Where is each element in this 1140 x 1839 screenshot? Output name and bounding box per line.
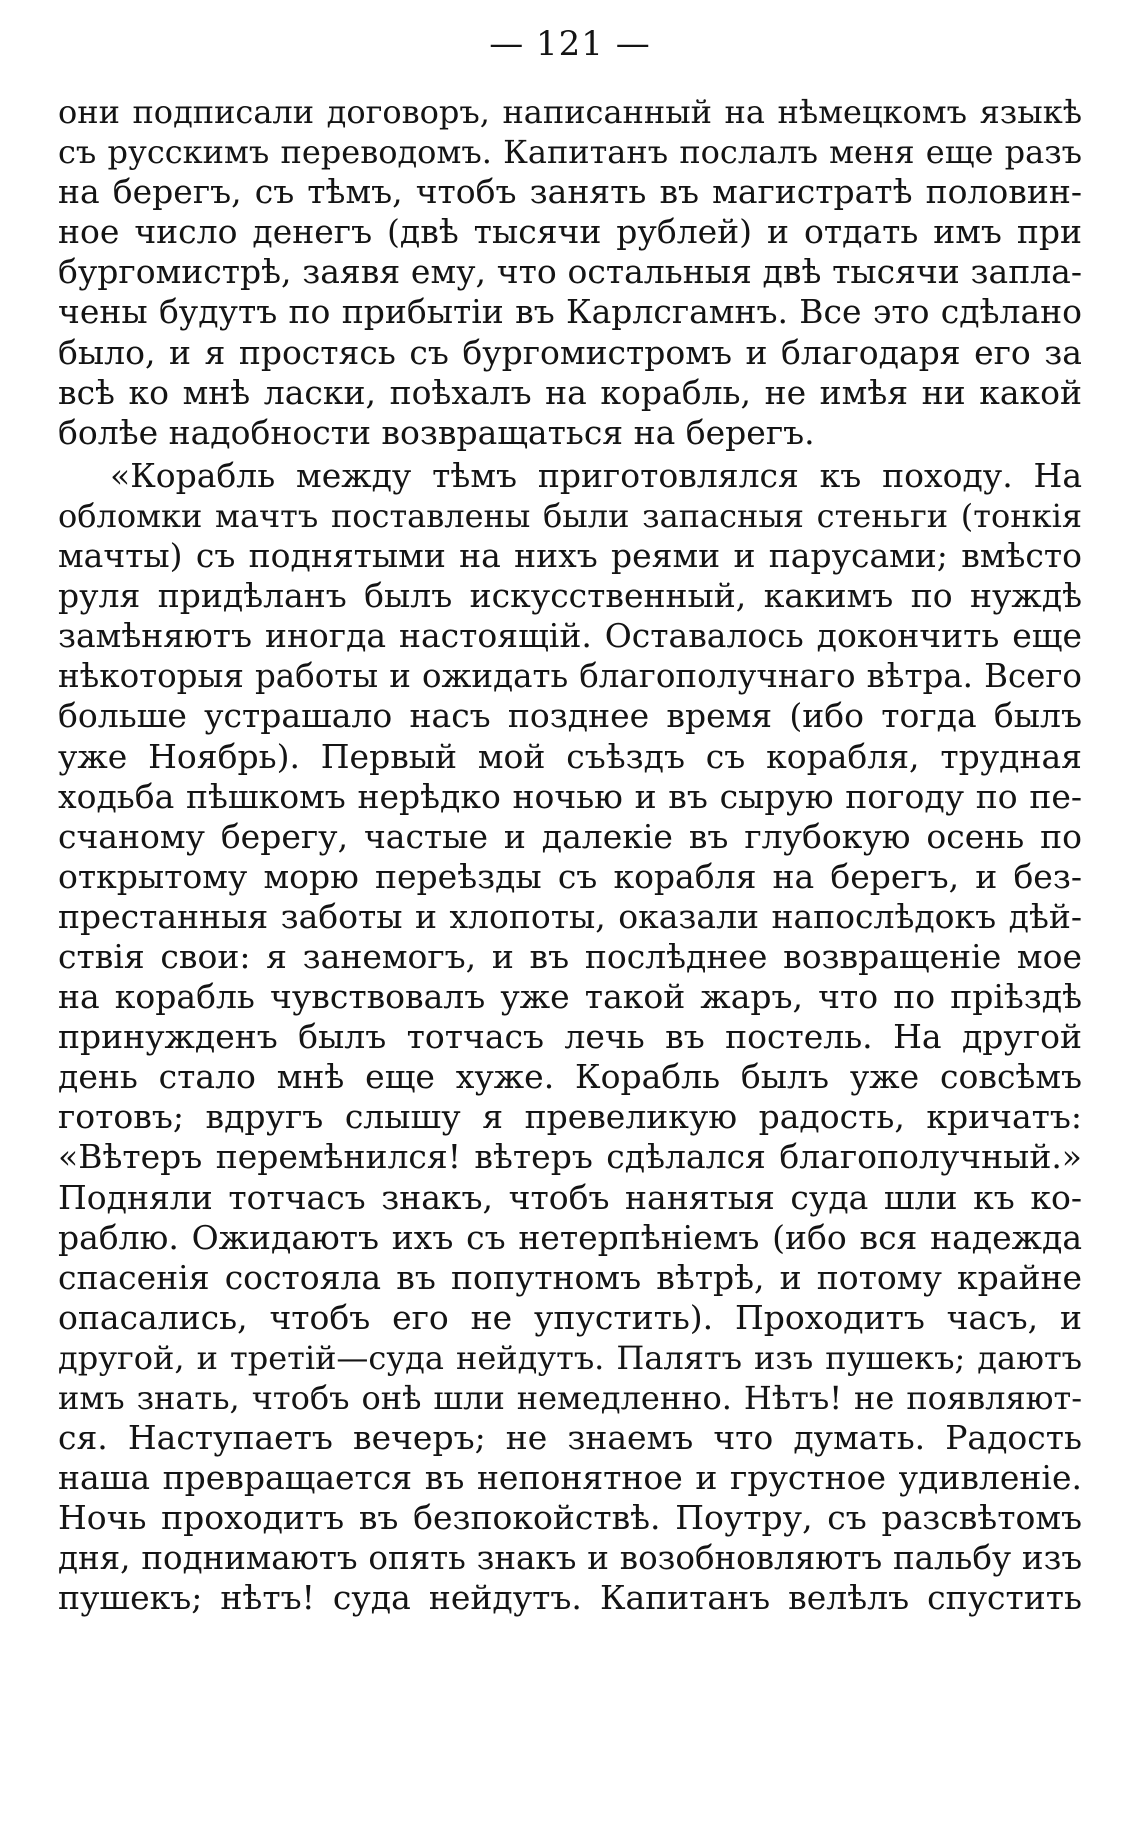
text-line: опасались, чтобъ его не упустить). Проходитъ часъ, и: [58, 1297, 1082, 1337]
text-line: дня, поднимаютъ опять знакъ и возобновляютъ пальбу изъ: [58, 1539, 1082, 1578]
text-line: Подняли тотчасъ знакъ, чтобъ нанятыя суда шли къ ко-: [58, 1177, 1082, 1217]
text-line: день стало мнѣ еще хуже. Корабль былъ уже совсѣмъ: [58, 1057, 1082, 1097]
text-line: ся. Наступаетъ вечеръ; не знаемъ что думать. Радость: [58, 1418, 1082, 1458]
text-line: нѣкоторыя работы и ожидать благополучнаго вѣтра. Всего: [58, 657, 1082, 696]
text-line: наша превращается въ непонятное и грустное удивленіе.: [58, 1458, 1082, 1498]
text-line: чены будутъ по прибытіи въ Карлсгамнъ. Все это сдѣлано: [58, 292, 1082, 332]
text-line: они подписали договоръ, написанный на нѣмецкомъ языкѣ: [58, 93, 1082, 131]
text-line: пушекъ; нѣтъ! суда нейдутъ. Капитанъ велѣлъ спустить: [58, 1578, 1082, 1618]
text-line: болѣе надобности возвращаться на берегъ.: [58, 412, 815, 452]
text-line: ствія свои: я занемогъ, и въ послѣднее возвращеніе мое: [58, 936, 1082, 976]
page-number: — 121 —: [489, 24, 651, 64]
text-line: было, и я простясь съ бургомистромъ и благодаря его за: [58, 332, 1082, 372]
text-line: руля придѣланъ былъ искусственный, какимъ по нуждѣ: [58, 576, 1082, 616]
text-line: «Вѣтеръ перемѣнился! вѣтеръ сдѣлался благополучный.»: [58, 1137, 1082, 1177]
text-line: «Корабль между тѣмъ приготовлялся къ походу. На: [110, 455, 1082, 495]
text-line: больше устрашало насъ позднее время (ибо тогда былъ: [58, 696, 1082, 736]
text-line: престанныя заботы и хлопоты, оказали напослѣдокъ дѣй-: [58, 896, 1082, 936]
text-line: счаному берегу, частые и далекіе въ глубокую осень по: [58, 816, 1082, 856]
text-line: Ночь проходитъ въ безпокойствѣ. Поутру, съ разсвѣтомъ: [58, 1498, 1082, 1538]
text-line: имъ знать, чтобъ онѣ шли немедленно. Нѣтъ! не появляют-: [58, 1379, 1082, 1417]
text-line: открытому морю переѣзды съ корабля на берегъ, и без-: [58, 856, 1082, 896]
text-line: мачты) съ поднятыми на нихъ реями и парусами; вмѣсто: [58, 536, 1082, 576]
text-line: другой, и третій—суда нейдутъ. Палятъ изъ пушекъ; даютъ: [58, 1338, 1082, 1377]
text-line: спасенія состояла въ попутномъ вѣтрѣ, и потому крайне: [58, 1257, 1082, 1297]
page-text: [58, 92, 1082, 1619]
text-line: на корабль чувствовалъ уже такой жаръ, что по пріѣздѣ: [58, 977, 1082, 1017]
text-line: принужденъ былъ тотчасъ лечь въ постель. На другой: [58, 1017, 1082, 1057]
text-line: всѣ ко мнѣ ласки, поѣхалъ на корабль, не имѣя ни какой: [58, 372, 1082, 412]
text-line: ное число денегъ (двѣ тысячи рублей) и отдать имъ при: [58, 212, 1082, 252]
text-line: обломки мачтъ поставлены были запасныя стеньги (тонкія: [58, 496, 1082, 535]
text-line: раблю. Ожидаютъ ихъ съ нетерпѣніемъ (ибо вся надежда: [58, 1217, 1082, 1257]
text-line: ходьба пѣшкомъ нерѣдко ночью и въ сырую погоду по пе-: [58, 776, 1082, 816]
paragraph: [58, 456, 1082, 1619]
text-line: уже Ноябрь). Первый мой съѣздъ съ корабля, трудная: [58, 736, 1082, 776]
text-line: готовъ; вдругъ слышу я превеликую радость, кричатъ:: [58, 1097, 1082, 1137]
text-line: замѣняютъ иногда настоящій. Оставалось докончить еще: [58, 616, 1082, 656]
text-line: на берегъ, съ тѣмъ, чтобъ занять въ магистратѣ половин-: [58, 172, 1082, 212]
text-line: съ русскимъ переводомъ. Капитанъ послалъ меня еще разъ: [58, 133, 1082, 172]
paragraph: [58, 92, 1082, 453]
text-line: бургомистрѣ, заявя ему, что остальныя двѣ тысячи запла-: [58, 252, 1082, 292]
